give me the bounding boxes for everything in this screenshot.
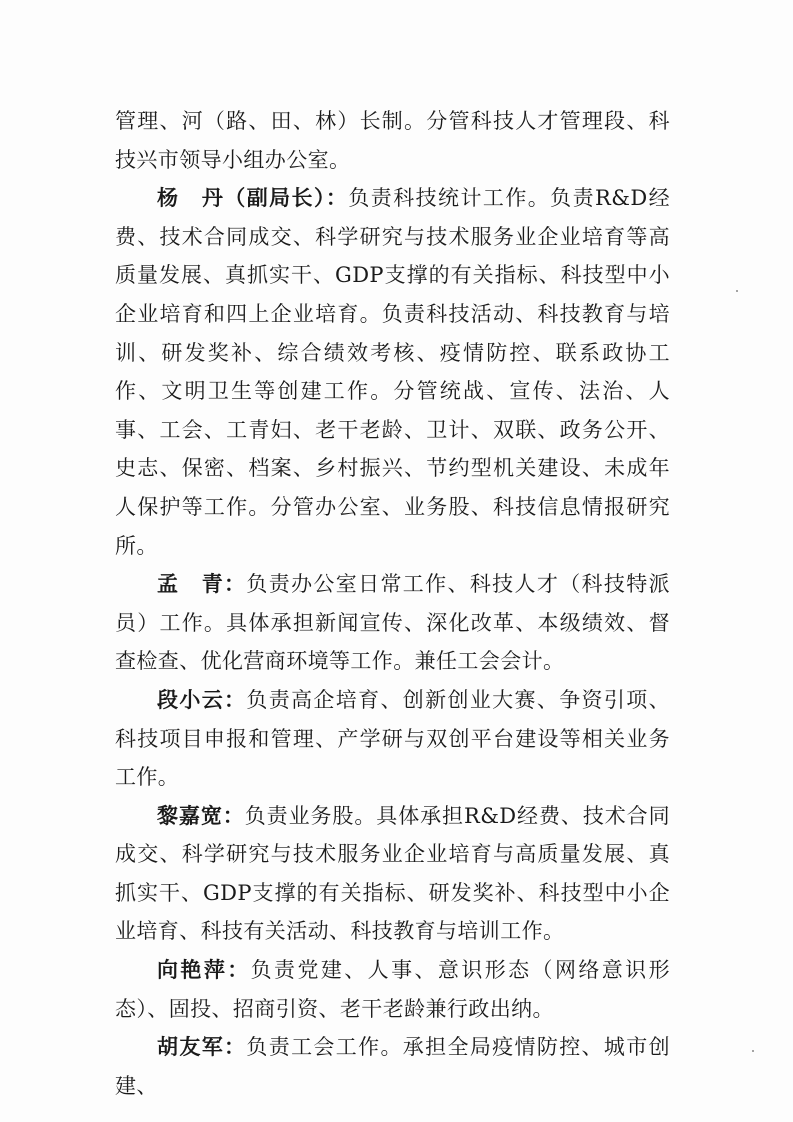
paragraph-hu-youjun xyxy=(115,1028,670,1105)
paragraph-text: 负责科技统计工作。负责R&D经费、技术合同成交、科学研究与技术服务业企业培育等高质量发展、真抓实干、GDP支撑的有关指标、科技型中小企业培育和四上企业培育。负责科技活动、科技教育与培训、研发奖补、综合绩效考核、疫情防控、联系政协工作、文明卫生等创建工作。分管统战、宣传、法治、人事、工会、工青妇、老干老龄、卫计、双联、政务公开、史志、保密、档案、乡村振兴、节约型机关建设、未成年人保护等工作。分管办公室、业务股、科技信息情报研究所。 xyxy=(115,186,670,558)
scan-speck xyxy=(752,1050,754,1052)
paragraph-text: 负责高企培育、创新创业大赛、争资引项、科技项目申报和管理、产学研与双创平台建设等相关业务工作。 xyxy=(115,687,670,790)
person-name: 向艳萍： xyxy=(157,957,251,983)
document-body xyxy=(115,102,670,1105)
paragraph-duan-xiaoyun xyxy=(115,681,670,797)
paragraph-text: 负责工会工作。承担全局疫情防控、城市创建、 xyxy=(115,1035,670,1098)
paragraph-xiang-yanping xyxy=(115,951,670,1028)
person-name: 黎嘉宽： xyxy=(157,802,245,828)
scan-speck xyxy=(736,290,738,292)
paragraph-yang-dan xyxy=(115,179,670,565)
person-name: 孟 青： xyxy=(157,571,247,597)
person-name: 段小云： xyxy=(157,686,247,712)
paragraph-text: 管理、河（路、田、林）长制。分管科技人才管理段、科技兴市领导小组办公室。 xyxy=(115,109,670,172)
person-name: 胡友军： xyxy=(157,1034,247,1060)
paragraph-meng-qing xyxy=(115,565,670,681)
paragraph-text: 负责业务股。具体承担R&D经费、技术合同成交、科学研究与技术服务业企业培育与高质量发展、真抓实干、GDP支撑的有关指标、研发奖补、科技型中小企业培育、科技有关活动、科技教育与培训工作。 xyxy=(115,803,671,944)
paragraph-text: 负责党建、人事、意识形态（网络意识形态）、固投、招商引资、老干老龄兼行政出纳。 xyxy=(115,958,670,1021)
person-name: 杨 丹（副局长）： xyxy=(157,185,349,211)
paragraph-li-jiakuan xyxy=(115,797,670,951)
paragraph-text: 负责办公室日常工作、科技人才（科技特派员）工作。具体承担新闻宣传、深化改革、本级绩效、督查检查、优化营商环境等工作。兼任工会会计。 xyxy=(115,572,670,674)
paragraph-continuation xyxy=(115,102,670,179)
